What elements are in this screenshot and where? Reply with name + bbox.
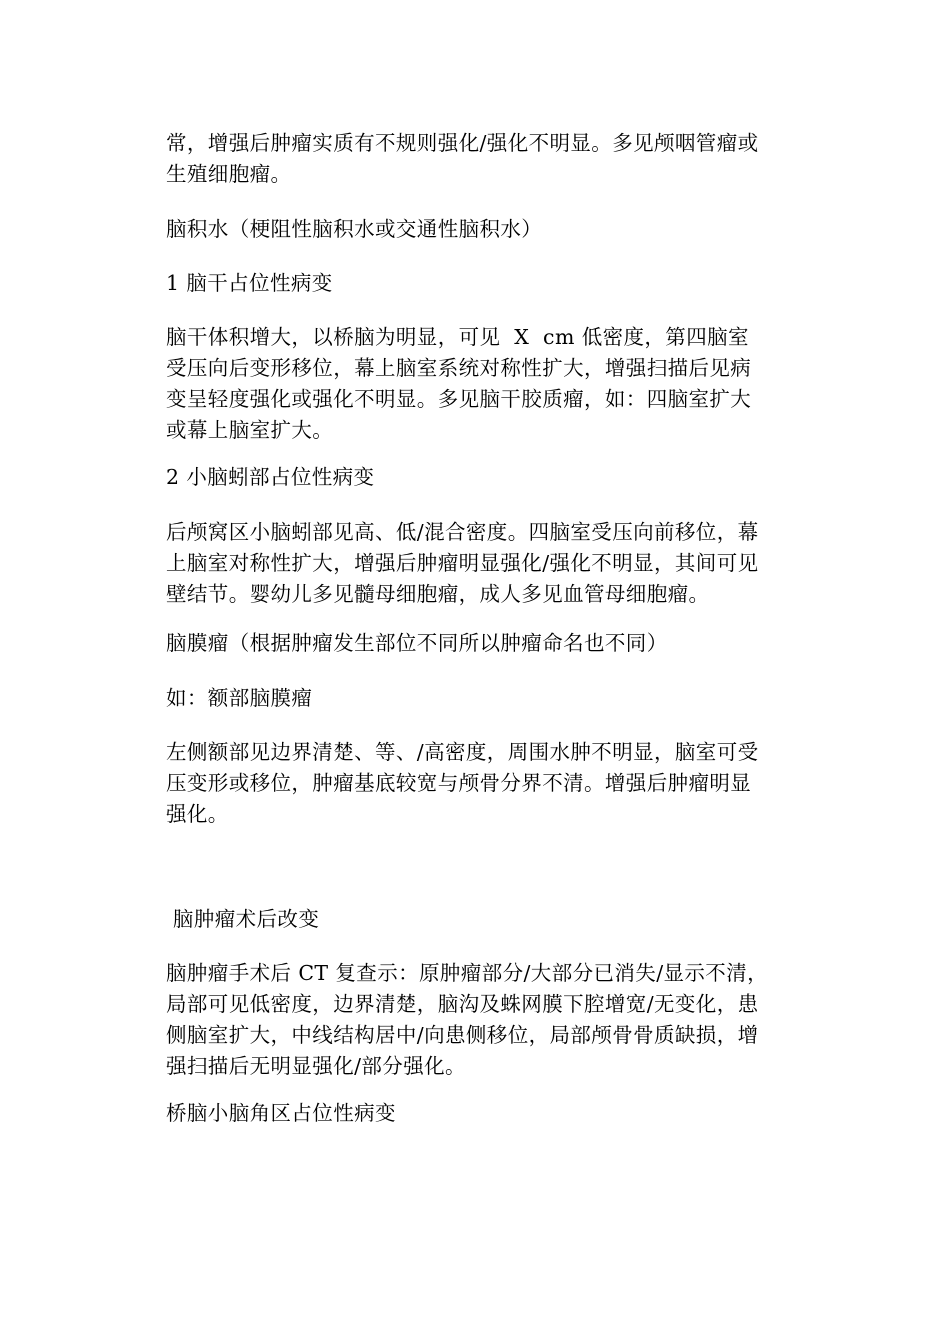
text-line: 左侧额部见边界清楚、等、/高密度，周围水肿不明显，脑室可受: [166, 740, 759, 764]
heading-meningioma: [166, 628, 788, 659]
text-line: 2 小脑蚓部占位性病变: [166, 465, 375, 489]
text-line: 常，增强后肿瘤实质有不规则强化/强化不明显。多见颅咽管瘤或: [166, 131, 759, 155]
heading-frontal-meningioma: [166, 683, 788, 714]
text-line: 强扫描后无明显强化/部分强化。: [166, 1054, 466, 1078]
text-line: 生殖细胞瘤。: [166, 162, 292, 186]
text-line: 脑膜瘤（根据肿瘤发生部位不同所以肿瘤命名也不同）: [166, 631, 668, 655]
text-line: 上脑室对称性扩大，增强后肿瘤明显强化/强化不明显，其间可见: [166, 551, 759, 575]
text-line: 变呈轻度强化或强化不明显。多见脑干胶质瘤，如：四脑室扩大: [166, 387, 752, 411]
paragraph-meningioma-description: [166, 737, 788, 830]
heading-brainstem-lesion: [166, 268, 788, 299]
text-line: 桥脑小脑角区占位性病变: [166, 1101, 396, 1125]
paragraph-suprasellar-description: [166, 128, 788, 190]
text-line: 侧脑室扩大，中线结构居中/向患侧移位，局部颅骨骨质缺损，增: [166, 1023, 759, 1047]
heading-cpa-lesion: [166, 1098, 788, 1129]
text-line: 壁结节。婴幼儿多见髓母细胞瘤，成人多见血管母细胞瘤。: [166, 582, 710, 606]
text-line: 受压向后变形移位，幕上脑室系统对称性扩大，增强扫描后见病: [166, 356, 752, 380]
heading-postoperative-change: [166, 904, 788, 935]
paragraph-postoperative-description: [166, 958, 788, 1082]
text-line: 后颅窝区小脑蚓部见高、低/混合密度。四脑室受压向前移位，幕: [166, 520, 759, 544]
heading-hydrocephalus: [166, 214, 788, 245]
heading-vermis-lesion: [166, 462, 788, 493]
text-line: 脑肿瘤手术后 CT 复查示：原肿瘤部分/大部分已消失/显示不清，: [166, 961, 769, 985]
text-line: 脑积水（梗阻性脑积水或交通性脑积水）: [166, 217, 543, 241]
text-line: 强化。: [166, 802, 229, 826]
text-line: 脑肿瘤术后改变: [166, 907, 320, 931]
text-line: 脑干体积增大，以桥脑为明显，可见 X cm 低密度，第四脑室: [166, 325, 749, 349]
paragraph-brainstem-description: [166, 322, 788, 446]
text-line: 或幕上脑室扩大。: [166, 418, 334, 442]
text-line: 局部可见低密度，边界清楚，脑沟及蛛网膜下腔增宽/无变化，患: [166, 992, 759, 1016]
text-line: 如：额部脑膜瘤: [166, 686, 313, 710]
paragraph-vermis-description: [166, 517, 788, 610]
text-line: 压变形或移位，肿瘤基底较宽与颅骨分界不清。增强后肿瘤明显: [166, 771, 752, 795]
text-line: 1 脑干占位性病变: [166, 271, 333, 295]
